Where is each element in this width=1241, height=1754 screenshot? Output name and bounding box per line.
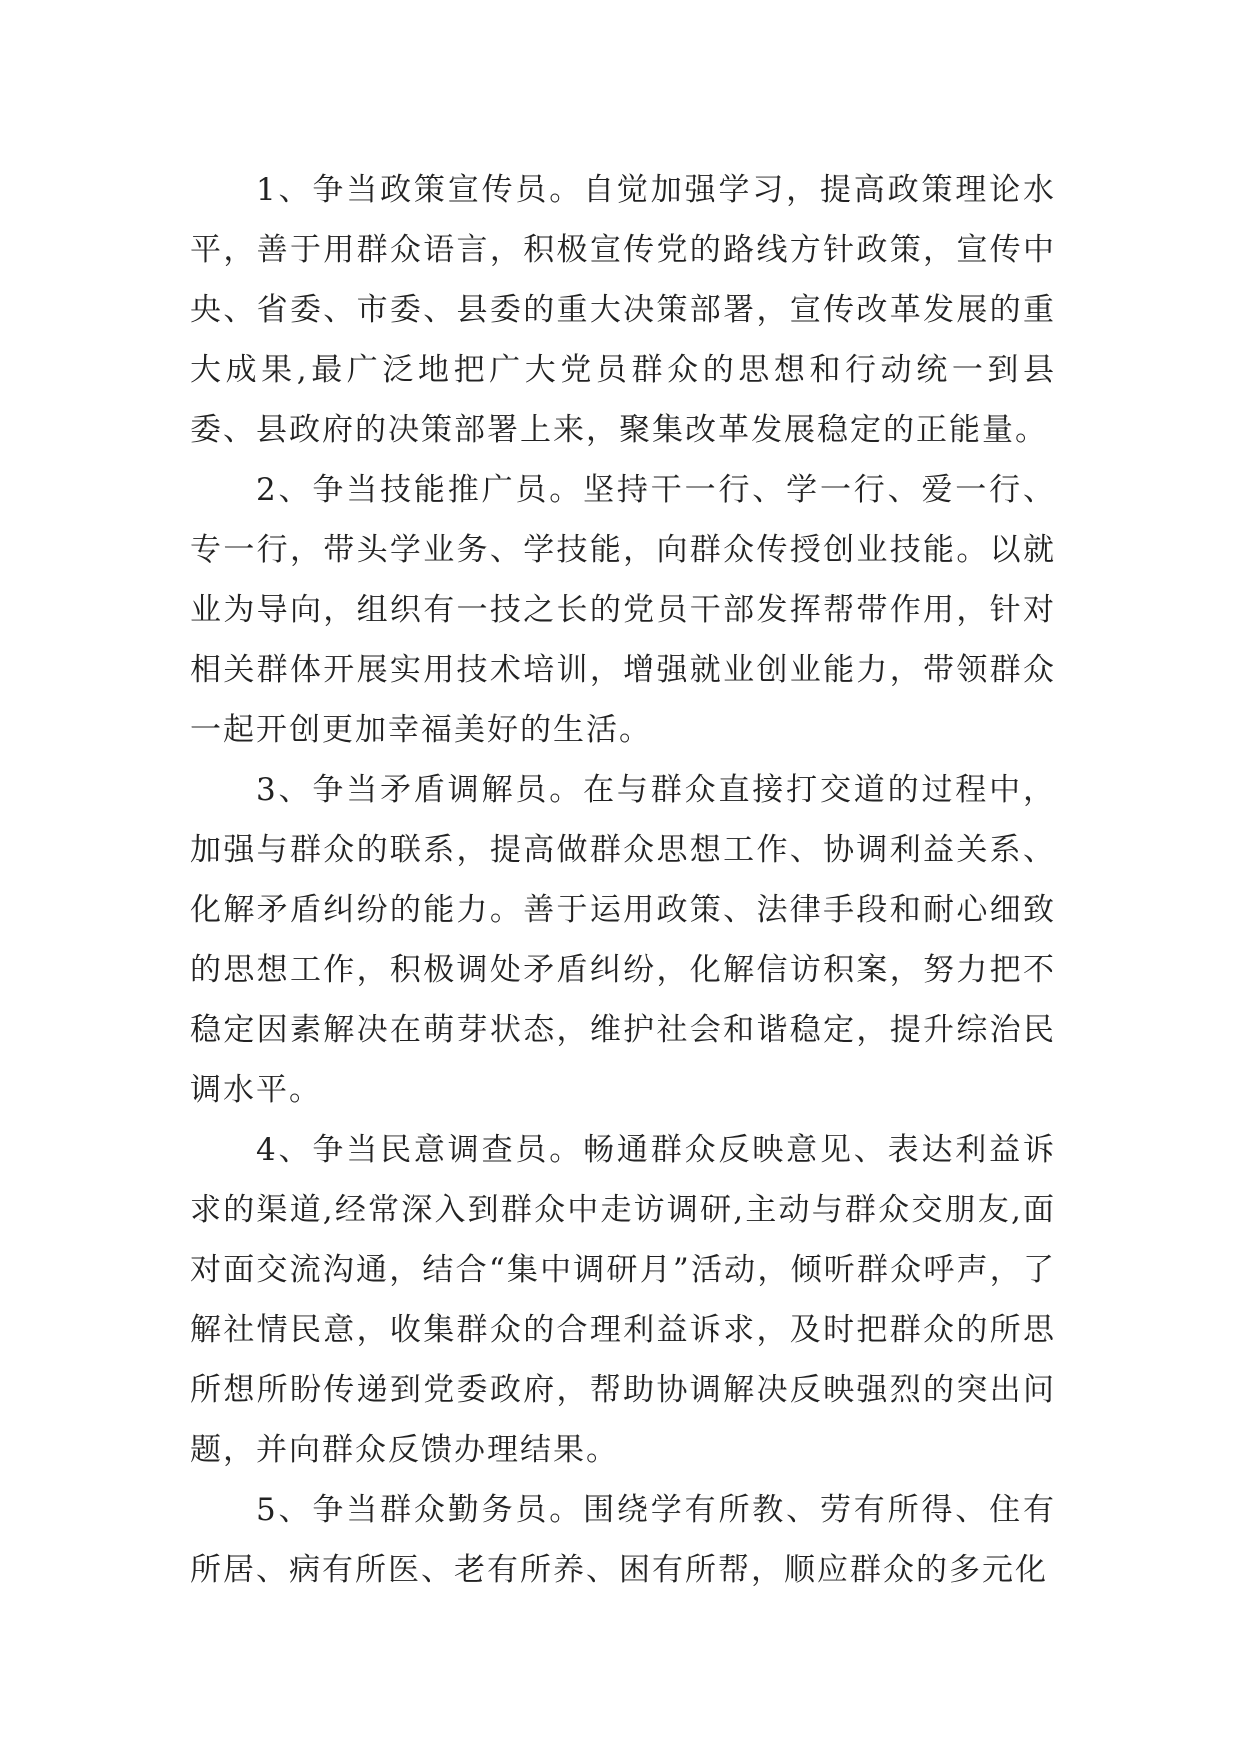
paragraph-policy-publicist: 1、争当政策宣传员。自觉加强学习，提高政策理论水平，善于用群众语言，积极宣传党的路线方针政策，宣传中央、省委、市委、县委的重大决策部署，宣传改革发展的重大成果,最广泛地把广大党员群众的思想和行动统一到县委、县政府的决策部署上来，聚集改革发展稳定的正能量。 <box>190 172 1056 448</box>
paragraph-skill-promoter: 2、争当技能推广员。坚持干一行、学一行、爱一行、专一行，带头学业务、学技能，向群众传授创业技能。以就业为导向，组织有一技之长的党员干部发挥帮带作用，针对相关群体开展实用技术培训，增强就业创业能力，带领群众一起开创更加幸福美好的生活。 <box>190 472 1056 748</box>
paragraph-opinion-surveyor: 4、争当民意调查员。畅通群众反映意见、表达利益诉求的渠道,经常深入到群众中走访调研,主动与群众交朋友,面对面交流沟通，结合“集中调研月”活动，倾听群众呼声，了解社情民意，收集群众的合理利益诉求，及时把群众的所思所想所盼传递到党委政府，帮助协调解决反映强烈的突出问题，并向群众反馈办理结果。 <box>190 1132 1056 1468</box>
paragraph-conflict-mediator: 3、争当矛盾调解员。在与群众直接打交道的过程中，加强与群众的联系，提高做群众思想工作、协调利益关系、化解矛盾纠纷的能力。善于运用政策、法律手段和耐心细致的思想工作，积极调处矛盾纠纷，化解信访积案，努力把不稳定因素解决在萌芽状态，维护社会和谐稳定，提升综治民调水平。 <box>190 772 1056 1108</box>
paragraph-public-servant: 5、争当群众勤务员。围绕学有所教、劳有所得、住有所居、病有所医、老有所养、困有所帮，顺应群众的多元化 <box>190 1492 1056 1588</box>
document-body <box>190 160 1056 1600</box>
